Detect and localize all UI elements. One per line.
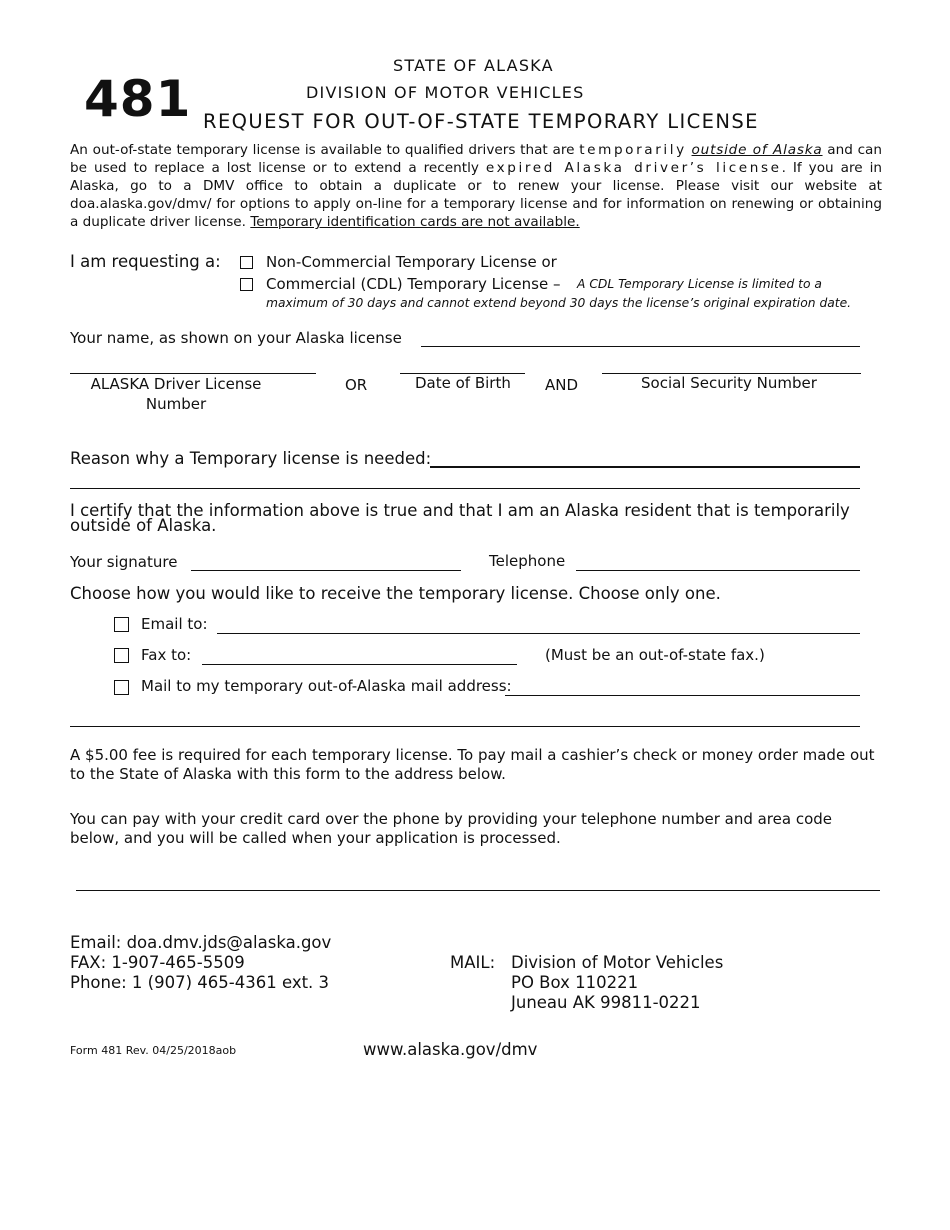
email-checkbox[interactable] xyxy=(114,617,129,632)
mail-address-field-line2[interactable] xyxy=(70,726,860,727)
fax-field[interactable] xyxy=(202,664,517,665)
commercial-label: Commercial (CDL) Temporary License – xyxy=(266,275,561,293)
fax-note: (Must be an out-of-state fax.) xyxy=(545,646,765,664)
contact-phone: Phone: 1 (907) 465-4361 ext. 3 xyxy=(70,973,330,992)
reason-field-line1[interactable] xyxy=(430,466,860,468)
mail-checkbox[interactable] xyxy=(114,680,129,695)
phone-callback-field[interactable] xyxy=(76,890,880,891)
intro-text-2: and can be used to replace a lost license or to extend a recently xyxy=(70,142,882,176)
signature-label: Your signature xyxy=(70,553,178,571)
mail-address-line3: Juneau AK 99811-0221 xyxy=(511,993,701,1012)
mail-heading: MAIL: xyxy=(450,953,496,972)
contact-fax: FAX: 1-907-465-5509 xyxy=(70,953,245,972)
form-title: REQUEST FOR OUT-OF-STATE TEMPORARY LICENSE xyxy=(203,110,759,133)
noncommercial-label: Non-Commercial Temporary License or xyxy=(266,253,557,271)
intro-no-id-cards: Temporary identification cards are not available. xyxy=(250,214,580,230)
cdl-note-line2: maximum of 30 days and cannot extend beyond 30 days the license’s original expiration date. xyxy=(266,296,852,310)
contact-email: Email: doa.dmv.jds@alaska.gov xyxy=(70,933,332,952)
certify-line2: outside of Alaska. xyxy=(70,516,217,535)
fee-paragraph: A $5.00 fee is required for each temporary license. To pay mail a cashier’s check or money order made out to the State of Alaska with this form to the address below. xyxy=(70,746,875,783)
intro-outside-alaska: outside of Alaska xyxy=(691,142,823,158)
commercial-checkbox[interactable] xyxy=(240,278,253,291)
reason-field-line2[interactable] xyxy=(70,488,860,489)
telephone-label: Telephone xyxy=(489,552,566,570)
license-number-label-line1: ALASKA Driver License xyxy=(90,375,262,393)
division-heading: DIVISION OF MOTOR VEHICLES xyxy=(306,83,585,102)
email-label: Email to: xyxy=(141,615,208,633)
name-label: Your name, as shown on your Alaska license xyxy=(70,329,402,347)
certify-line1: I certify that the information above is true and that I am an Alaska resident that is temporarily xyxy=(70,501,850,520)
form-number: 481 xyxy=(84,70,192,128)
and-label: AND xyxy=(545,376,579,394)
mail-address-line2: PO Box 110221 xyxy=(511,973,639,992)
intro-expired: expired Alaska driver’s license xyxy=(485,160,782,176)
email-field[interactable] xyxy=(217,633,860,634)
request-label: I am requesting a: xyxy=(70,252,221,271)
intro-temporarily: temporarily xyxy=(579,142,687,158)
fax-label: Fax to: xyxy=(141,646,192,664)
cdl-note-line1: A CDL Temporary License is limited to a xyxy=(577,277,822,291)
intro-paragraph xyxy=(70,141,882,231)
license-number-label xyxy=(70,374,282,414)
mail-address-line1: Division of Motor Vehicles xyxy=(511,953,724,972)
dob-label: Date of Birth xyxy=(415,374,511,392)
mail-label: Mail to my temporary out-of-Alaska mail address: xyxy=(141,677,512,695)
license-number-label-line2: Number xyxy=(145,395,207,413)
noncommercial-checkbox[interactable] xyxy=(240,256,253,269)
signature-field[interactable] xyxy=(191,570,461,571)
reason-label: Reason why a Temporary license is needed: xyxy=(70,449,432,468)
ssn-label: Social Security Number xyxy=(641,374,817,392)
telephone-field[interactable] xyxy=(576,570,860,571)
state-heading: STATE OF ALASKA xyxy=(393,56,554,75)
form-revision: Form 481 Rev. 04/25/2018aob xyxy=(70,1044,237,1057)
fax-checkbox[interactable] xyxy=(114,648,129,663)
delivery-prompt: Choose how you would like to receive the temporary license. Choose only one. xyxy=(70,584,721,603)
mail-address-field-line1[interactable] xyxy=(505,695,860,696)
name-field[interactable] xyxy=(421,346,860,347)
or-label: OR xyxy=(345,376,368,394)
credit-card-paragraph: You can pay with your credit card over the phone by providing your telephone number and area code below, and you will be called when your application is processed. xyxy=(70,810,833,847)
intro-text-3: . If you are in Alaska, go to a DMV office to obtain a duplicate or to renew your license. Please visit our website at doa.alaska.gov/dmv/ for options to apply on-line for a temporary license and for information on renewing or obtaining a duplicate driver license. xyxy=(70,160,882,230)
website-link[interactable]: www.alaska.gov/dmv xyxy=(363,1040,538,1059)
intro-text-1: An out-of-state temporary license is available to qualified drivers that are xyxy=(70,142,580,158)
